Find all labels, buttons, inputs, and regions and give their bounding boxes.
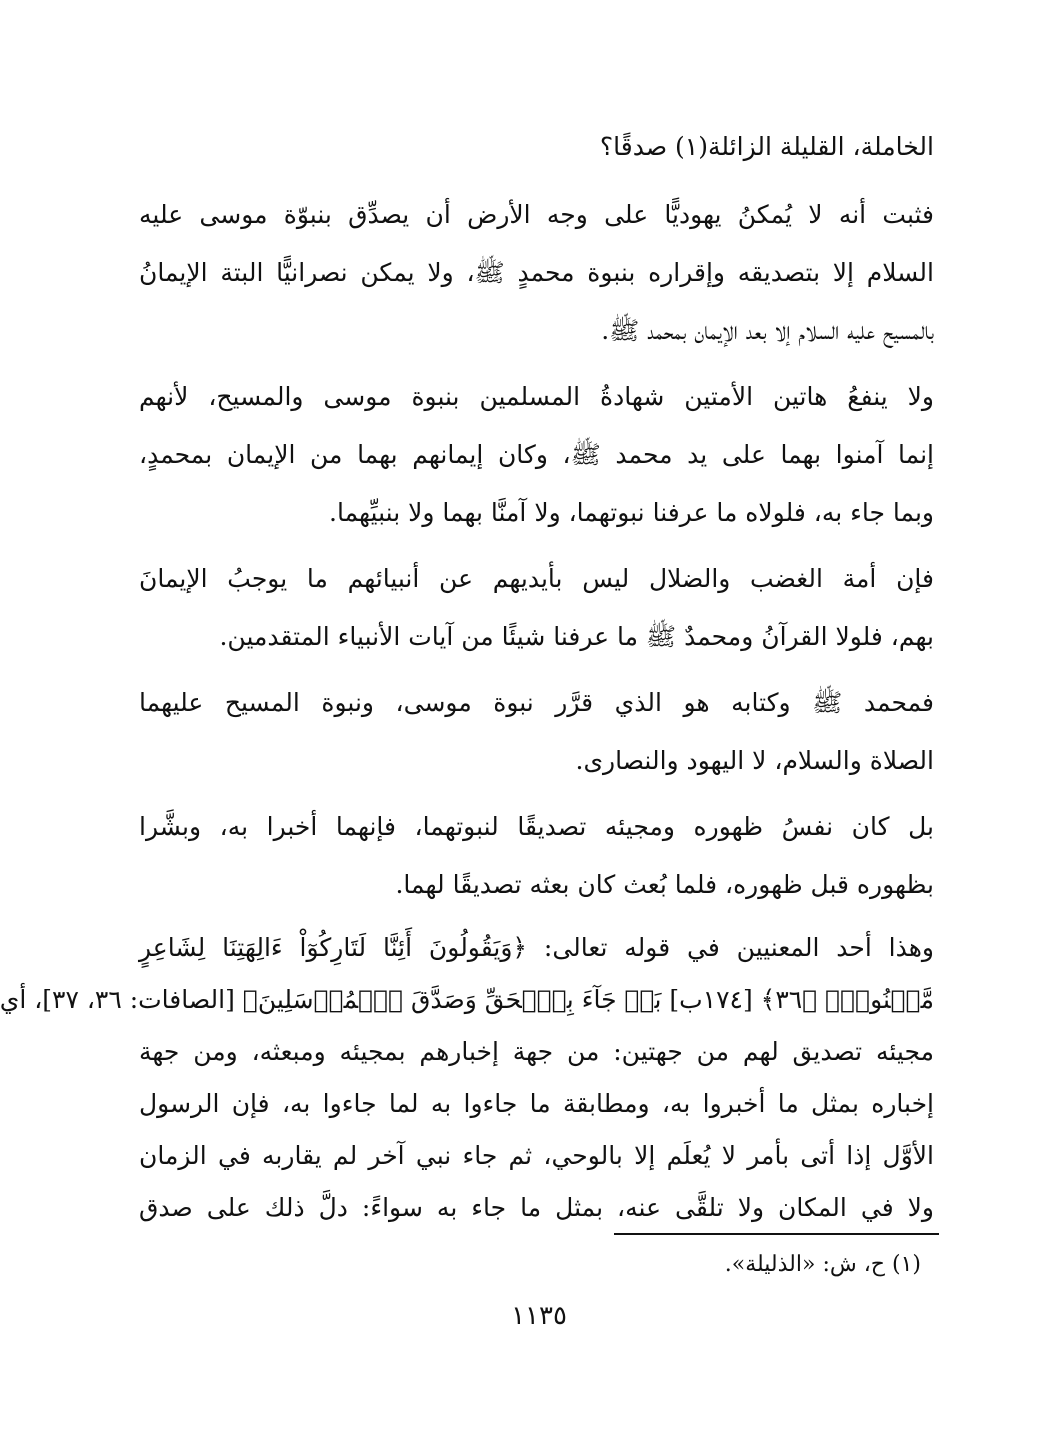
text-line: بل كان نفسُ ظهوره ومجيئه تصديقًا لنبوتهما، فإنهما أخبرا به، وبشَّرا [139,812,934,841]
text-line: إنما آمنوا بهما على يد محمد ﷺ، وكان إيمانهم بهما من الإيمان بمحمدٍ، [139,440,934,469]
text-line: وبما جاء به، فلولاه ما عرفنا نبوتهما، ولا آمنَّا بهما ولا بنبيِّهما. [329,498,934,527]
text-line: بظهوره قبل ظهوره، فلما بُعث كان بعثه تصديقًا لهما. [395,870,934,899]
text-line: فثبت أنه لا يُمكنُ يهوديًّا على وجه الأرض أن يصدِّق بنبوّة موسى عليه [139,200,934,229]
text-line: الخاملة، القليلة الزائلة(١) صدقًا؟ [599,132,934,161]
footnote-divider [614,1233,939,1235]
paragraph-6 [139,798,934,914]
quran-verse-line: مَّجۡنُونِۭ ﴿٣٦﴾ [١٧٤ب] بَلۡ جَآءَ بِٱلۡحَقِّ وَصَدَّقَ ٱلۡمُرۡسَلِينَ﴾ [الصافات: ٣٦، ٣٧]، أي [0,985,934,1014]
page-number: ١١٣٥ [511,1301,567,1331]
paragraph-4 [139,550,934,666]
text-line: بالمسيح عليه السلام إلا بعد الإيمان بمحمد ﷺ. [601,316,934,345]
paragraph-1 [139,118,934,176]
footnote: (١) ح، ش: «الذليلة». [724,1252,921,1277]
text-line: وهذا أحد المعنيين في قوله تعالى: ﴿وَيَقُولُونَ أَئِنَّا لَتَارِكُوٓاْ ءَالِهَتِنَا لِشَاعِرٍ [139,933,934,962]
text-line: فإن أمة الغضب والضلال ليس بأيديهم عن أنبيائهم ما يوجبُ الإيمانَ [139,564,934,593]
paragraph-7 [0,922,934,1234]
text-line: الأوَّل إذا أتى بأمر لا يُعلَم إلا بالوحي، ثم جاء نبي آخر لم يقاربه في الزمان [139,1141,934,1170]
text-line: بهم، فلولا القرآنُ ومحمدٌ ﷺ ما عرفنا شيئًا من آيات الأنبياء المتقدمين. [219,622,934,651]
paragraph-2 [139,186,934,360]
text-line: فمحمد ﷺ وكتابه هو الذي قرَّر نبوة موسى، ونبوة المسيح عليهما [139,688,934,717]
paragraph-5 [139,674,934,790]
paragraph-3 [139,368,934,542]
text-line: الصلاة والسلام، لا اليهود والنصارى. [575,746,934,775]
page-body [0,118,934,1242]
text-line: ولا في المكان ولا تلقَّى عنه، بمثل ما جاء به سواءً: دلَّ ذلك على صدق [139,1193,934,1222]
text-line: السلام إلا بتصديقه وإقراره بنبوة محمدٍ ﷺ، ولا يمكن نصرانيًّا البتة الإيمانُ [139,258,934,287]
text-line: مجيئه تصديق لهم من جهتين: من جهة إخبارهم بمجيئه ومبعثه، ومن جهة [139,1037,934,1066]
text-line: ولا ينفعُ هاتين الأمتين شهادةُ المسلمين بنبوة موسى والمسيح، لأنهم [139,382,934,411]
text-line: إخباره بمثل ما أخبروا به، ومطابقة ما جاءوا به لما جاءوا به، فإن الرسول [139,1089,934,1118]
